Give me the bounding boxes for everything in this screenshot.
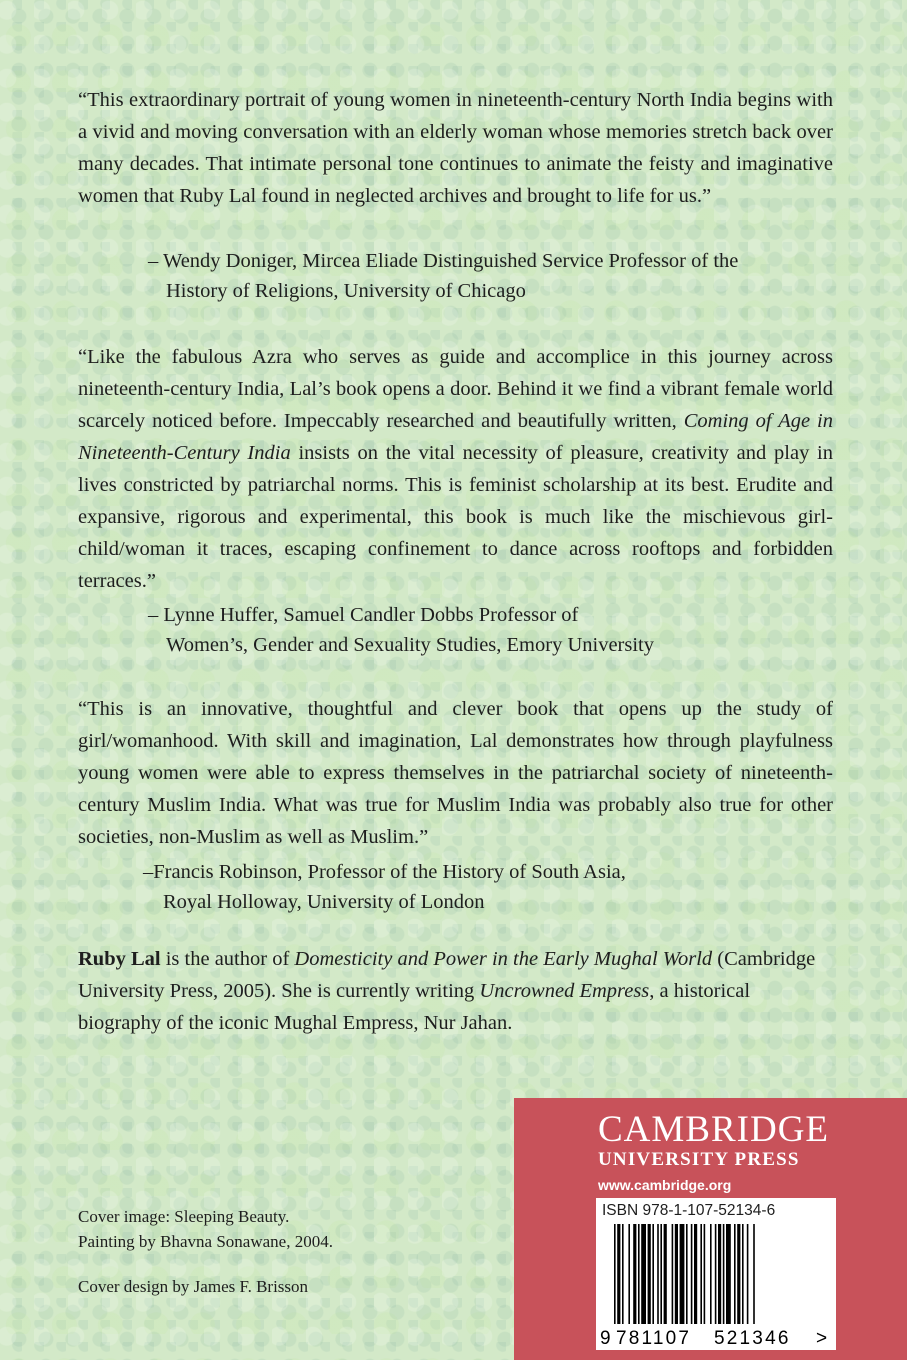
barcode-bars bbox=[614, 1224, 755, 1324]
barcode-bar bbox=[660, 1224, 662, 1324]
barcode-bar bbox=[715, 1224, 717, 1324]
barcode-bar bbox=[742, 1224, 744, 1324]
cover-image-credit bbox=[78, 1204, 333, 1254]
barcode-bar bbox=[753, 1224, 755, 1324]
author-name: Ruby Lal bbox=[78, 948, 161, 970]
attribution-line: History of Religions, University of Chicago bbox=[166, 280, 526, 302]
attribution-line: Royal Holloway, University of London bbox=[163, 891, 485, 913]
attribution-line: –Francis Robinson, Professor of the History of South Asia, bbox=[143, 861, 626, 883]
barcode-tail: > bbox=[816, 1328, 828, 1349]
quote-1-attribution bbox=[148, 246, 738, 306]
quote-3-attribution bbox=[143, 857, 626, 917]
barcode-digits-left: 781107 bbox=[616, 1328, 692, 1349]
barcode-bar bbox=[691, 1224, 693, 1324]
attribution-line: Women’s, Gender and Sexuality Studies, Emory University bbox=[166, 634, 654, 656]
barcode-bar bbox=[710, 1224, 712, 1324]
barcode-bar bbox=[664, 1224, 667, 1324]
barcode-bar bbox=[700, 1224, 702, 1324]
barcode-bar bbox=[641, 1224, 646, 1324]
barcode-bar bbox=[638, 1224, 640, 1324]
quote-1: “This extraordinary portrait of young women in nineteenth-century North India begins with a vivid and moving conversation with an elderly woman whose memories stretch back over many decades. That intimate personal tone continues to animate the feisty and imaginative women that Ruby Lal found in neglected archives and brought to life for us.” bbox=[78, 89, 833, 207]
bio-text: (Cambridge University Press, 2005). She is currently writing bbox=[78, 948, 816, 1002]
barcode-bar bbox=[747, 1224, 749, 1324]
barcode-bar bbox=[657, 1224, 659, 1324]
publisher-url: www.cambridge.org bbox=[598, 1177, 732, 1193]
quote-3: “This is an innovative, thoughtful and clever book that opens up the study of girl/womanhood. With skill and imagination, Lal demonstrates how through playfulness young women were able to express themselves in the patriarchal society of nineteenth-century Muslim India. What was true for Muslim India was probably also true for other societies, non-Muslim as well as Muslim.” bbox=[78, 698, 833, 848]
barcode-bar bbox=[694, 1224, 697, 1324]
barcode-digit-lead: 9 bbox=[600, 1328, 611, 1349]
bio-text: , a historical biography of the iconic Mughal Empress, Nur Jahan. bbox=[78, 980, 751, 1034]
barcode-bar bbox=[675, 1224, 678, 1324]
barcode-bar bbox=[723, 1224, 725, 1324]
isbn-label: ISBN 978-1-107-52134-6 bbox=[602, 1202, 776, 1219]
cover-design-credit: Cover design by James F. Brisson bbox=[78, 1277, 309, 1296]
quote-2-text: “Like the fabulous Azra who serves as guide and accomplice in this journey across nineteenth-century India, Lal’s book opens a door. Behind it we find a vibrant female world scarcely noticed before. Impeccably researched and beautifully written, bbox=[78, 346, 833, 432]
barcode-bar bbox=[734, 1224, 736, 1324]
barcode-bar bbox=[726, 1224, 731, 1324]
barcode-panel bbox=[596, 1198, 836, 1350]
quote-2 bbox=[78, 341, 833, 597]
credit-line: Painting by Bhavna Sonawane, 2004. bbox=[78, 1232, 333, 1251]
quote-2-text: insists on the vital necessity of pleasure, creativity and play in lives constricted by patriarchal norms. This is feminist scholarship at its best. Erudite and expansive, rigorous and experimental, this book is much like the mischievous girl-child/woman it traces, escaping confinement to dance across rooftops and forbidden terraces.” bbox=[78, 442, 834, 592]
barcode-bar bbox=[672, 1224, 674, 1324]
barcode-bar bbox=[652, 1224, 654, 1324]
barcode-bar bbox=[718, 1224, 721, 1324]
attribution-line: – Lynne Huffer, Samuel Candler Dobbs Professor of bbox=[148, 604, 579, 626]
barcode-bar bbox=[704, 1224, 706, 1324]
publisher-name: CAMBRIDGE bbox=[598, 1109, 830, 1150]
barcode-bar bbox=[628, 1224, 630, 1324]
barcode-digits-right: 521346 bbox=[714, 1328, 791, 1349]
book-title: Uncrowned Empress bbox=[479, 980, 650, 1002]
book-title: Domesticity and Power in the Early Mughal World bbox=[294, 948, 713, 970]
barcode bbox=[596, 1198, 836, 1350]
bio-text: is the author of bbox=[160, 948, 295, 970]
barcode-bar bbox=[614, 1224, 616, 1324]
credit-line: Cover image: Sleeping Beauty. bbox=[78, 1207, 290, 1226]
barcode-bar bbox=[686, 1224, 688, 1324]
quote-2-attribution bbox=[148, 600, 654, 660]
barcode-bar bbox=[680, 1224, 685, 1324]
publisher-box bbox=[514, 1098, 907, 1360]
author-bio bbox=[78, 943, 833, 1039]
barcode-bar bbox=[617, 1224, 620, 1324]
barcode-bar bbox=[622, 1224, 624, 1324]
barcode-bar bbox=[633, 1224, 636, 1324]
barcode-bar bbox=[737, 1224, 740, 1324]
book-title: Coming of Age in Nineteenth-Century India bbox=[78, 410, 833, 464]
barcode-bar bbox=[648, 1224, 651, 1324]
attribution-line: – Wendy Doniger, Mircea Eliade Distinguished Service Professor of the bbox=[148, 250, 739, 272]
publisher-subtitle: UNIVERSITY PRESS bbox=[598, 1149, 800, 1170]
